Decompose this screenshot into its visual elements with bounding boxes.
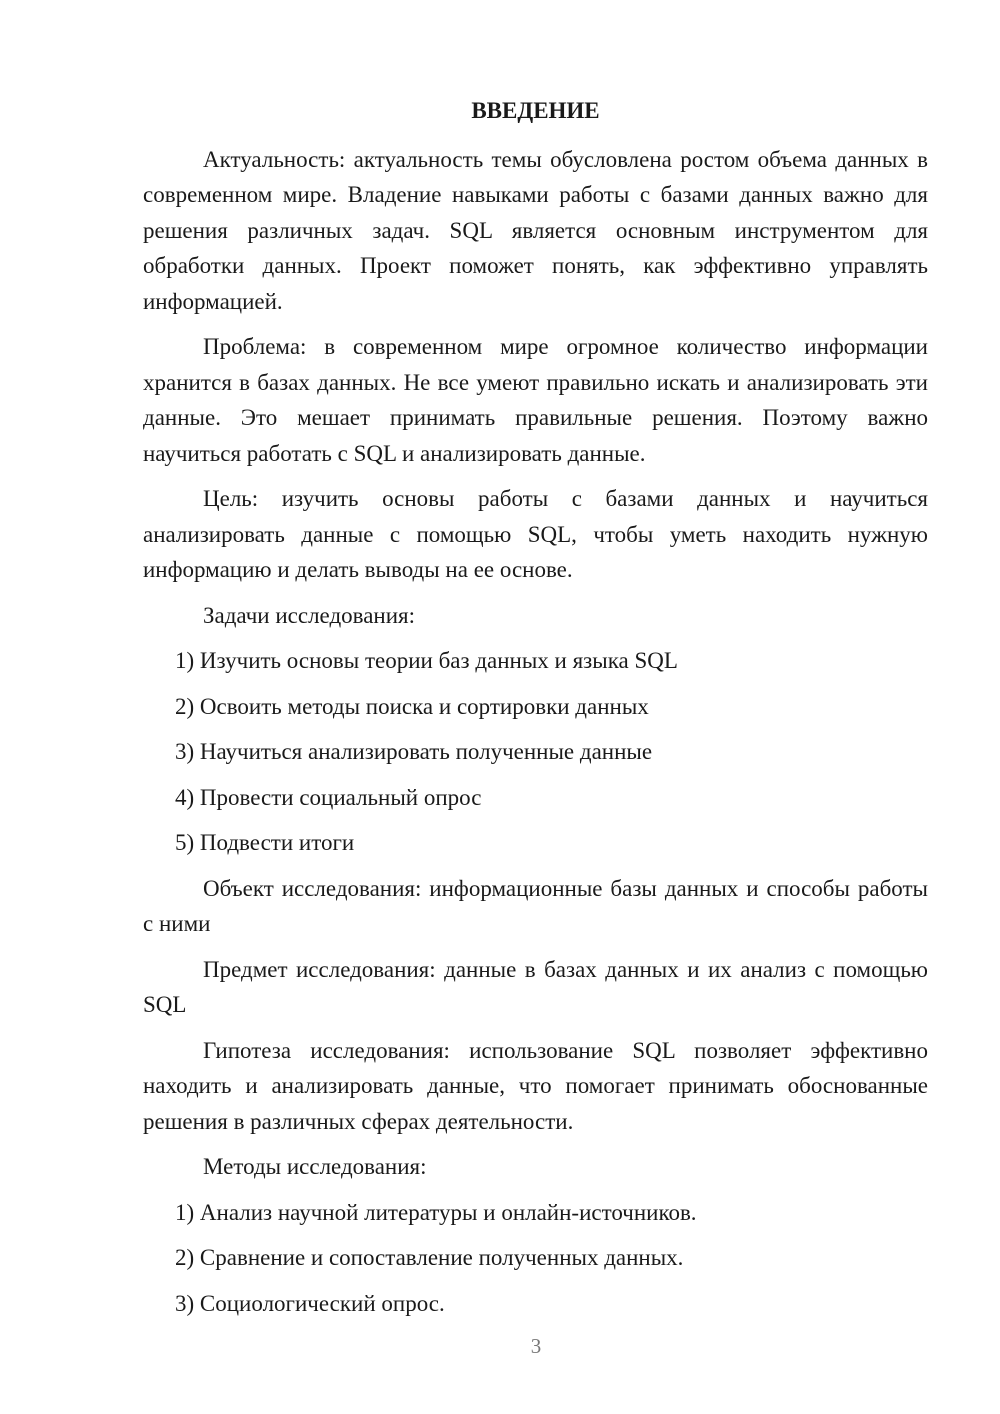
goal-paragraph: Цель: изучить основы работы с базами данных и научиться анализировать данные с помощью SQL, чтобы уметь находить нужную информацию и делать выводы на ее основе. (143, 486, 928, 582)
methods-title: Методы исследования: (203, 1154, 427, 1179)
task-item-3: 3) Научиться анализировать полученные данные (175, 739, 653, 764)
section-heading: ВВЕДЕНИЕ (471, 98, 600, 123)
subject-paragraph: Предмет исследования: данные в базах данных и их анализ с помощью SQL (143, 956, 928, 1017)
method-item-3: 3) Социологический опрос. (175, 1290, 445, 1316)
task-item-1: 1) Изучить основы теории баз данных и языка SQL (175, 648, 678, 673)
tasks-title: Задачи исследования: (203, 602, 416, 628)
page-content (143, 93, 928, 1331)
page-number: 3 (530, 1334, 542, 1358)
problem-paragraph: Проблема: в современном мире огромное количество информации хранится в базах данных. Не все умеют правильно искать и анализировать эти данные. Это мешает принимать правильные решения. Поэтому важно научиться работать с SQL и анализировать данные. (143, 334, 928, 466)
method-item-2: 2) Сравнение и сопоставление полученных данных. (175, 1245, 684, 1270)
relevance-paragraph: Актуальность: актуальность темы обусловлена ростом объема данных в современном мире. Владение навыками работы с базами данных важно для решения различных задач. SQL является основным инструментом для обработки данных. Проект поможет понять, как эффективно управлять информацией. (143, 146, 928, 314)
task-item-2: 2) Освоить методы поиска и сортировки данных (175, 693, 649, 719)
object-paragraph: Объект исследования: информационные базы данных и способы работы с ними (143, 875, 928, 936)
method-item-1: 1) Анализ научной литературы и онлайн-источников. (175, 1199, 697, 1225)
task-item-5: 5) Подвести итоги (175, 830, 355, 855)
hypothesis-paragraph: Гипотеза исследования: использование SQL позволяет эффективно находить и анализировать данные, что помогает принимать обоснованные решения в различных сферах деятельности. (143, 1037, 928, 1134)
task-item-4: 4) Провести социальный опрос (175, 784, 482, 810)
